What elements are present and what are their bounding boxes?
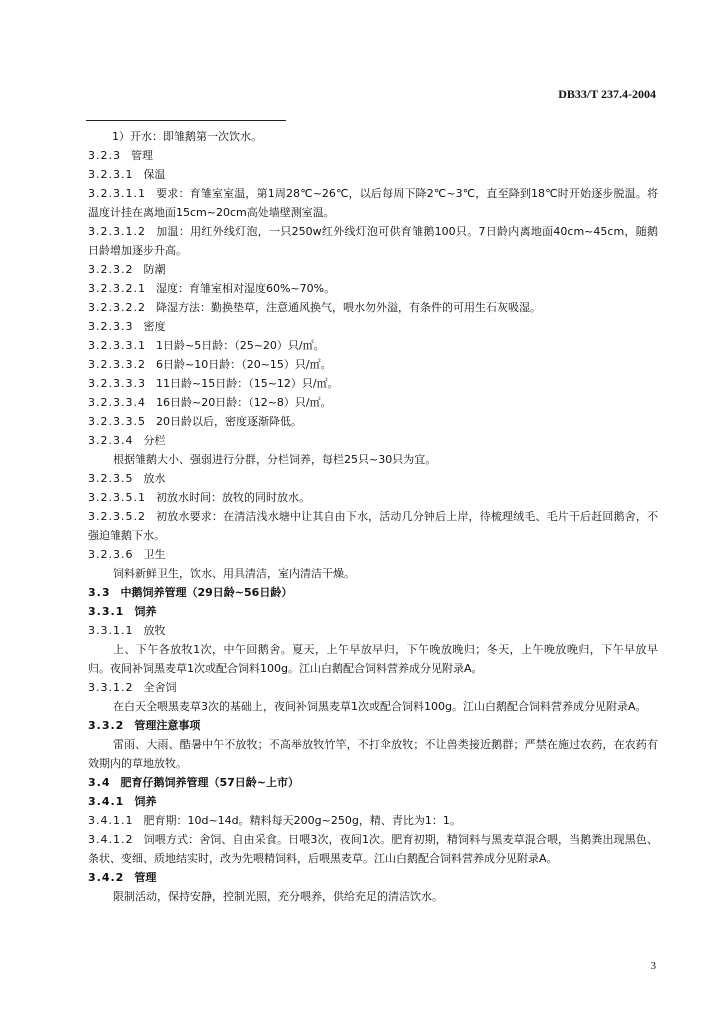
clause-text: 16日龄~20日龄：（12~8）只/㎡。 [155, 396, 332, 409]
section-heading [88, 773, 658, 792]
section-number: 3.2.3.1 [88, 168, 134, 181]
clause-paragraph [88, 830, 658, 868]
section-number: 3.3.2 [88, 719, 125, 732]
section-heading [88, 678, 658, 697]
clause-number: 3.4.1.1 [88, 814, 134, 827]
clause-text: 初放水要求：在清洁浅水塘中让其自由下水，活动几分钟后上岸，待梳理绒毛、毛片干后赶回鹅舍，不强迫雏鹅下水。 [88, 510, 658, 542]
clause-number: 3.2.3.3.4 [88, 396, 146, 409]
section-title: 肥育仔鹅饲养管理（57日龄~上市） [120, 776, 300, 789]
section-number: 3.2.3.3 [88, 320, 134, 333]
clause-text: 加温：用红外线灯泡，一只250w红外线灯泡可供育雏鹅100只。7日龄内离地面40cm~45cm，随鹅日龄增加逐步升高。 [88, 225, 658, 257]
clause-number: 3.2.3.1.2 [88, 225, 146, 238]
section-number: 3.4.1 [88, 795, 125, 808]
section-number: 3.4.2 [88, 871, 125, 884]
section-title: 卫生 [143, 548, 166, 561]
clause-number: 3.2.3.5.1 [88, 491, 146, 504]
body-paragraph: 根据雏鹅大小、强弱进行分群，分栏饲养，每栏25只~30只为宜。 [113, 453, 437, 466]
clause-number: 3.2.3.2.2 [88, 301, 146, 314]
section-title: 放牧 [143, 624, 166, 637]
clause-paragraph [88, 507, 658, 545]
body-paragraph: 限制活动，保持安静，控制光照，充分喂养，供给充足的清洁饮水。 [113, 890, 443, 903]
clause-paragraph [88, 811, 658, 830]
section-number: 3.2.3.5 [88, 472, 134, 485]
body-paragraph: 雷雨、大雨、酷暑中午不放牧；不高举放牧竹竿，不打伞放牧；不让兽类接近鹅群；严禁在施过农药，在农药有效期内的草地放牧。 [88, 738, 658, 770]
section-heading [88, 469, 658, 488]
clause-paragraph [88, 336, 658, 355]
section-number: 3.4 [88, 776, 111, 789]
section-heading [88, 165, 658, 184]
section-title: 中鹅饲养管理（29日龄~56日龄） [120, 586, 293, 599]
footnote: 1）开水：即雏鹅第一次饮水。 [112, 130, 262, 143]
clause-text: 初放水时间：放牧的同时放水。 [155, 491, 310, 504]
clause-text: 降湿方法：勤换垫草，注意通风换气，喂水勿外溢，有条件的可用生石灰吸湿。 [155, 301, 541, 314]
section-title: 密度 [143, 320, 166, 333]
section-title: 管理 [131, 149, 153, 162]
section-heading [88, 621, 658, 640]
section-list [88, 146, 658, 906]
page-number: 3 [650, 960, 656, 972]
footnote-divider [86, 120, 286, 121]
clause-paragraph [88, 412, 658, 431]
section-number: 3.3.1 [88, 605, 125, 618]
body-paragraph: 饲料新鲜卫生，饮水、用具清洁，室内清洁干燥。 [113, 567, 355, 580]
clause-text: 要求：育雏室室温，第1周28℃~26℃，以后每周下降2℃~3℃，直至降到18℃时开始逐步脱温。将温度计挂在离地面15cm~20cm高处墙壁测室温。 [88, 187, 658, 219]
clause-text: 11日龄~15日龄：（15~12）只/㎡。 [155, 377, 339, 390]
clause-text: 肥育期：10d~14d。精料每天200g~250g，精、青比为1：1。 [143, 814, 461, 827]
section-heading [88, 583, 658, 602]
clause-paragraph [88, 393, 658, 412]
clause-paragraph [88, 298, 658, 317]
clause-paragraph [88, 374, 658, 393]
clause-number: 3.2.3.5.2 [88, 510, 146, 523]
section-title: 饲养 [134, 795, 157, 808]
clause-paragraph [88, 222, 658, 260]
section-heading [88, 146, 658, 165]
section-heading [88, 602, 658, 621]
clause-number: 3.2.3.3.3 [88, 377, 146, 390]
clause-paragraph [88, 488, 658, 507]
standard-number: DB33/T 237.4-2004 [558, 87, 656, 101]
section-number: 3.3.1.1 [88, 624, 134, 637]
clause-number: 3.2.3.2.1 [88, 282, 146, 295]
section-title: 防潮 [143, 263, 166, 276]
section-heading [88, 792, 658, 811]
clause-number: 3.2.3.3.5 [88, 415, 146, 428]
clause-text: 湿度：育雏室相对湿度60%~70%。 [155, 282, 336, 295]
section-number: 3.3.1.2 [88, 681, 134, 694]
clause-paragraph [88, 355, 658, 374]
clause-paragraph [88, 279, 658, 298]
clause-paragraph [88, 184, 658, 222]
clause-text: 6日龄~10日龄：（20~15）只/㎡。 [155, 358, 332, 371]
section-title: 饲养 [134, 605, 157, 618]
section-number: 3.2.3.4 [88, 434, 134, 447]
clause-number: 3.2.3.3.2 [88, 358, 146, 371]
section-title: 管理 [134, 871, 157, 884]
section-title: 保温 [143, 168, 166, 181]
section-title: 管理注意事项 [134, 719, 201, 732]
clause-number: 3.2.3.1.1 [88, 187, 146, 200]
section-heading [88, 260, 658, 279]
clause-number: 3.4.1.2 [88, 833, 134, 846]
body-paragraph: 在白天全喂黑麦草3次的基础上，夜间补饲黑麦草1次或配合饲料100g。江山白鹅配合饲料营养成分见附录A。 [113, 700, 647, 713]
document-body [88, 127, 658, 906]
section-heading [88, 545, 658, 564]
section-title: 放水 [143, 472, 166, 485]
clause-number: 3.2.3.3.1 [88, 339, 146, 352]
section-title: 分栏 [143, 434, 166, 447]
section-title: 全舍饲 [143, 681, 177, 694]
clause-text: 1日龄~5日龄：（25~20）只/㎡。 [155, 339, 325, 352]
section-number: 3.2.3 [88, 149, 121, 162]
section-heading [88, 317, 658, 336]
section-heading [88, 431, 658, 450]
section-heading [88, 716, 658, 735]
clause-text: 饲喂方式：舍饲、自由采食。日喂3次，夜间1次。肥育初期，精饲料与黑麦草混合喂，当鹅粪出现黑色、条状、变细、质地结实时，改为先喂精饲料，后喂黑麦草。江山白鹅配合饲料营养成分见附录A。 [88, 833, 658, 865]
section-number: 3.3 [88, 586, 111, 599]
section-number: 3.2.3.6 [88, 548, 134, 561]
section-heading [88, 868, 658, 887]
clause-text: 20日龄以后，密度逐渐降低。 [155, 415, 302, 428]
body-paragraph: 上、下午各放牧1次，中午回鹅舍。夏天，上午早放早归，下午晚放晚归；冬天，上午晚放晚归，下午早放早归。夜间补饲黑麦草1次或配合饲料100g。江山白鹅配合饲料营养成分见附录A。 [88, 643, 658, 675]
section-number: 3.2.3.2 [88, 263, 134, 276]
